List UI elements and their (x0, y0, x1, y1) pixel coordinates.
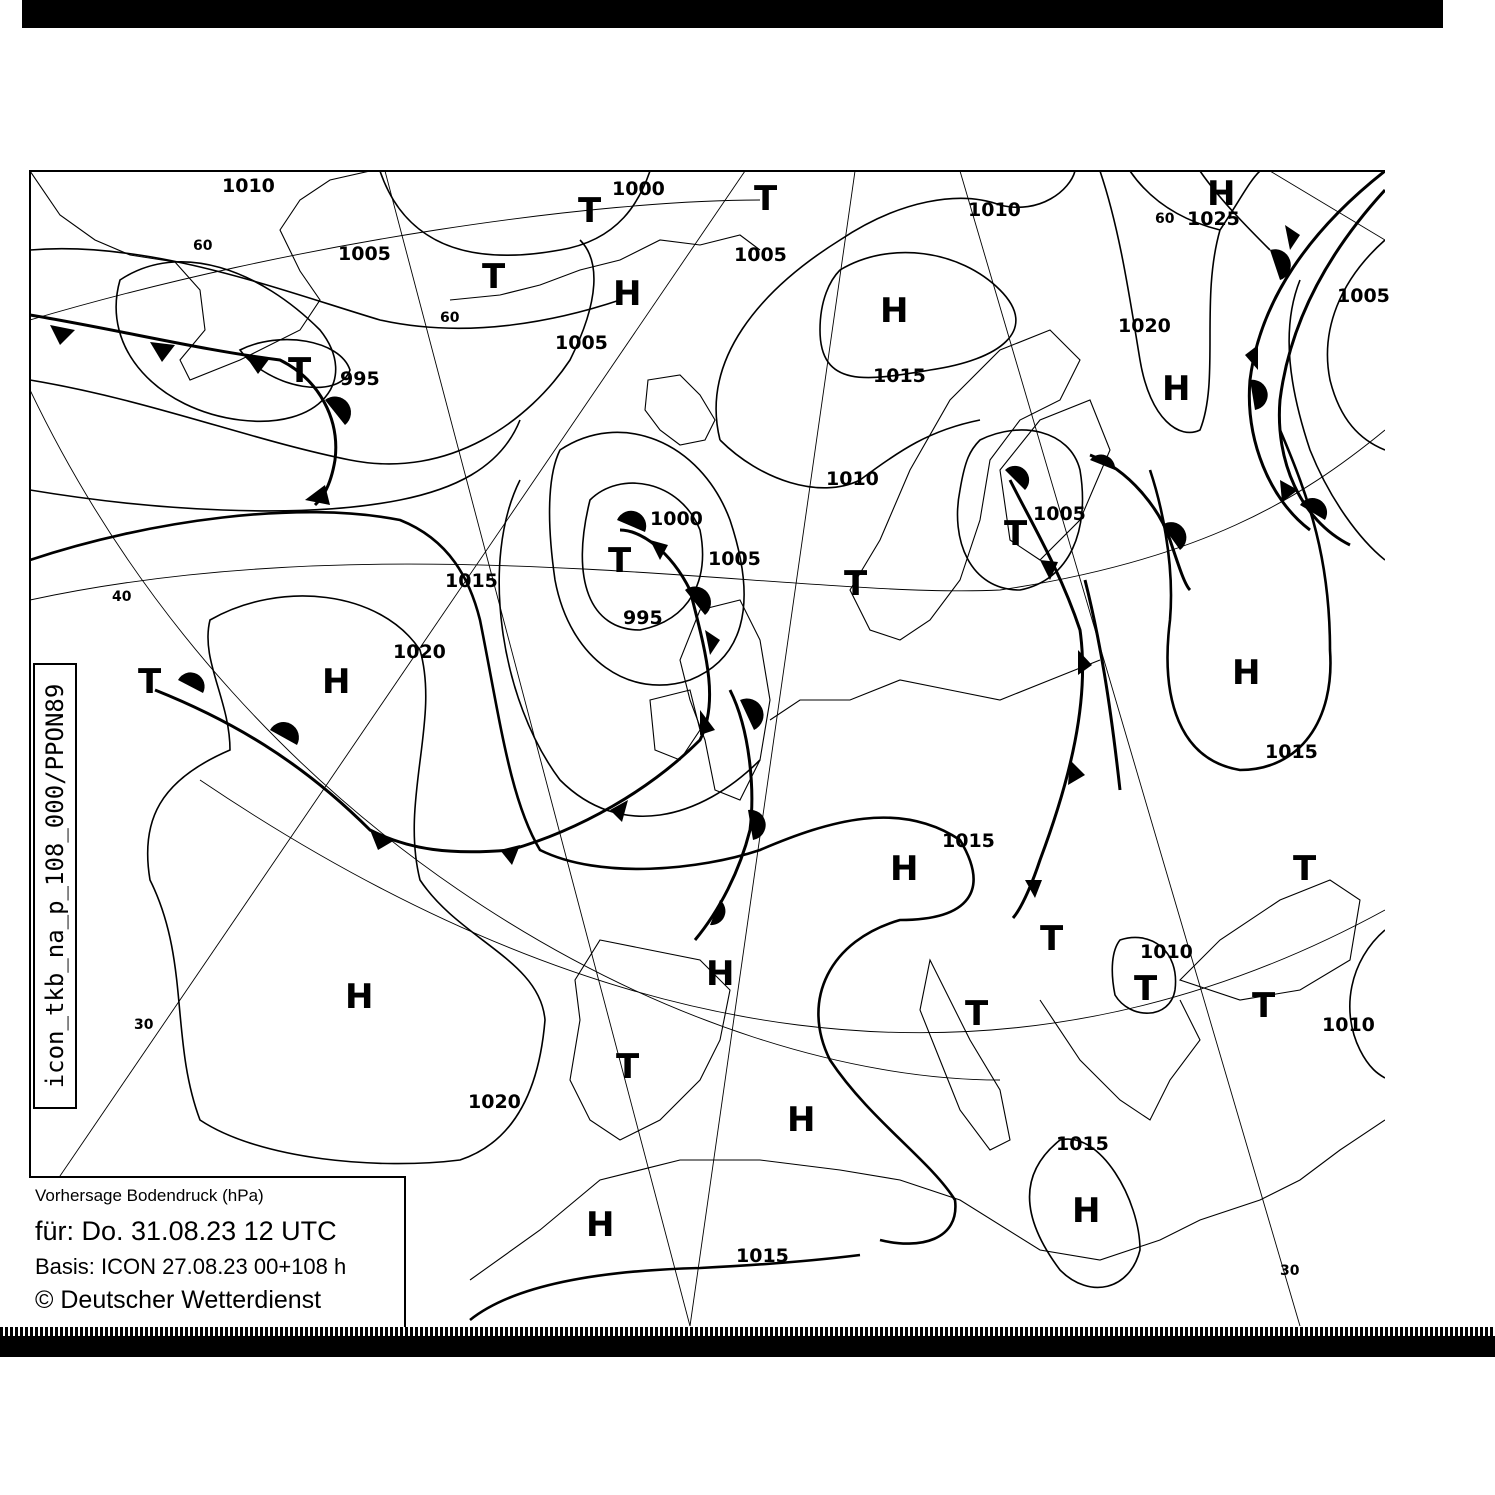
low-pressure-center: T (844, 564, 868, 604)
low-pressure-center: T (288, 351, 312, 391)
cold-front (1249, 171, 1385, 530)
warm-front-semicircle (1250, 380, 1268, 410)
meridian (385, 171, 690, 1326)
high-pressure-center: H (1162, 369, 1191, 409)
isobar (470, 1255, 860, 1320)
high-pressure-center: H (880, 291, 909, 331)
isobar-label: 1000 (612, 178, 665, 200)
low-pressure-center: T (138, 662, 162, 702)
cold-front-triangle (370, 830, 395, 850)
isobar (820, 253, 1016, 378)
british-isles-coast (680, 600, 770, 800)
low-pressure-center: T (1134, 969, 1158, 1009)
forecast-title: Vorhersage Bodendruck (hPa) (35, 1186, 264, 1205)
isobar-label: 1020 (393, 641, 446, 663)
warm-front-semicircle (270, 722, 299, 745)
trough-line (1085, 580, 1120, 790)
meridian (690, 171, 855, 1326)
isobar-label: 1020 (468, 1091, 521, 1113)
isobar-label: 1015 (736, 1245, 789, 1267)
ireland-coast (650, 690, 700, 760)
bottom-hatch-strip (0, 1327, 1495, 1336)
black-sea-coast (1180, 880, 1360, 1000)
low-pressure-center: T (578, 191, 602, 231)
isobar-label: 1015 (873, 365, 926, 387)
isobar-label: 1010 (1140, 941, 1193, 963)
cold-front-triangle (705, 630, 720, 655)
isobar (1327, 240, 1385, 450)
isobar-label: 1005 (1337, 285, 1390, 307)
isobar-label: 1010 (1322, 1014, 1375, 1036)
isobar-label: 995 (340, 368, 380, 390)
cold-front-triangle (50, 325, 75, 345)
warm-front-semicircle (178, 672, 205, 693)
low-pressure-center: T (1040, 919, 1064, 959)
low-pressure-center: T (965, 994, 989, 1034)
latitude-label: 60 (1155, 211, 1175, 227)
warm-front-semicircle (1005, 466, 1029, 490)
graticule (30, 171, 1385, 1326)
isobar-label: 1020 (1118, 315, 1171, 337)
isobar-label: 1005 (555, 332, 608, 354)
parallel (30, 200, 760, 320)
latitude-label: 60 (193, 238, 213, 254)
low-pressure-center: T (1004, 514, 1028, 554)
isobar-label: 1010 (222, 175, 275, 197)
isobar-label: 1005 (338, 243, 391, 265)
isobar-label: 1025 (1187, 208, 1240, 230)
latitude-label: 60 (440, 310, 460, 326)
italy-coast (920, 960, 1010, 1150)
cold-front-triangle (245, 355, 270, 374)
isobar (1350, 930, 1385, 1078)
isobar (30, 420, 520, 511)
isobar-label: 1010 (968, 199, 1021, 221)
europe-north-coast (770, 660, 1100, 720)
product-id-text: icon_tkb_na_p_108_000/PPON89 (41, 683, 69, 1089)
isobar-label: 1015 (942, 830, 995, 852)
isobar (30, 240, 594, 464)
low-pressure-center: T (482, 257, 506, 297)
isobar-label: 1015 (445, 570, 498, 592)
low-pressure-center: T (1293, 849, 1317, 889)
high-pressure-center: H (890, 849, 919, 889)
isobar-label: 1005 (1033, 503, 1086, 525)
high-pressure-center: H (1207, 174, 1236, 214)
high-pressure-center: H (586, 1205, 615, 1245)
high-pressure-center: H (613, 274, 642, 314)
high-pressure-center: H (1232, 653, 1261, 693)
cold-front-triangle (1078, 650, 1092, 675)
cold-front-triangle (1068, 760, 1085, 785)
copyright-notice: © Deutscher Wetterdienst (35, 1286, 322, 1314)
isobar-label: 1010 (826, 468, 879, 490)
isobar-label: 1005 (708, 548, 761, 570)
warm-front-semicircle (710, 900, 725, 925)
low-pressure-center: T (616, 1047, 640, 1087)
high-pressure-center: H (322, 662, 351, 702)
north-africa-coast (470, 1120, 1385, 1280)
iceland-coast (645, 375, 715, 445)
low-pressure-center: T (1252, 986, 1276, 1026)
product-id-label (33, 663, 77, 1109)
cold-front-triangle (150, 342, 175, 362)
isobar-label: 1015 (1265, 741, 1318, 763)
low-pressure-center: T (754, 179, 778, 219)
isobar (1289, 280, 1385, 560)
balkans-coast (1040, 1000, 1200, 1120)
isobar (380, 171, 650, 255)
high-pressure-center: H (787, 1100, 816, 1140)
meridian (960, 171, 1300, 1326)
valid-time: für: Do. 31.08.23 12 UTC (35, 1216, 337, 1246)
cold-front-triangle (1280, 480, 1298, 502)
latitude-label: 30 (1280, 1263, 1300, 1279)
isobar-label: 1005 (734, 244, 787, 266)
isobar-label: 995 (623, 607, 663, 629)
isobars (30, 171, 1385, 1320)
isobar (1150, 430, 1330, 770)
low-pressure-center: T (608, 541, 632, 581)
model-base: Basis: ICON 27.08.23 00+108 h (35, 1254, 347, 1279)
isobar-label: 1015 (1056, 1133, 1109, 1155)
parallel (200, 780, 1385, 1033)
isobar-label: 1000 (650, 508, 703, 530)
high-pressure-center: H (345, 977, 374, 1017)
high-pressure-center: H (706, 954, 735, 994)
cold-front-triangle (650, 540, 668, 560)
isobar (116, 262, 336, 422)
cold-front-triangle (500, 845, 520, 865)
forecast-info-box (29, 1176, 406, 1327)
high-pressure-center: H (1072, 1191, 1101, 1231)
latitude-label: 30 (134, 1017, 154, 1033)
cold-front-triangle (1285, 225, 1300, 250)
latitude-label: 40 (112, 589, 132, 605)
